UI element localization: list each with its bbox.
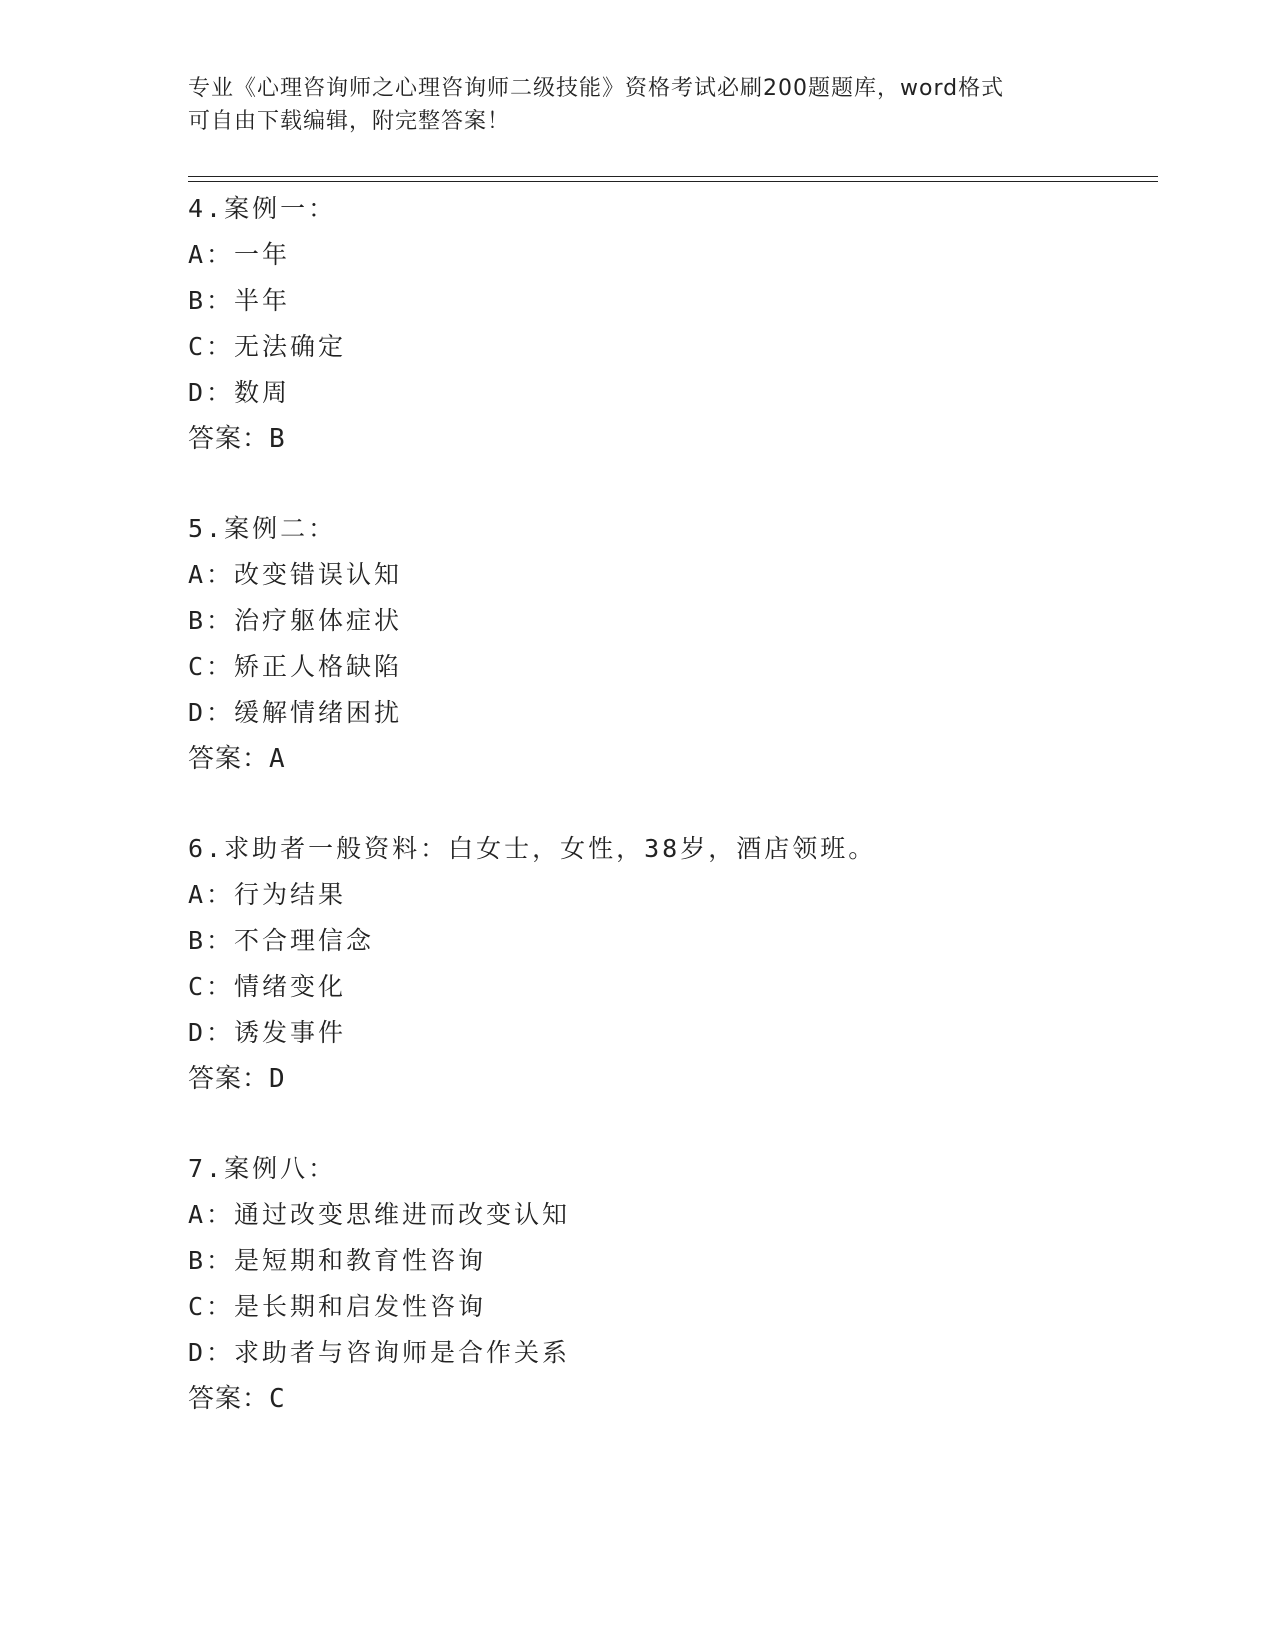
header-title-line-2: 可自由下载编辑，附完整答案！ [188,109,511,134]
header-divider-top [188,176,1158,177]
question-list [188,186,1148,1422]
question-5 [188,506,1148,782]
document-header [188,72,1068,138]
answer-label: 答案： [188,744,270,774]
option-b: B：不合理信念 [188,926,375,955]
option-a: A：一年 [188,240,291,269]
question-spacer [188,462,1148,506]
question-spacer [188,782,1148,826]
question-stem: 4.案例一： [188,194,337,223]
answer-label: 答案： [188,1384,270,1414]
question-6 [188,826,1148,1102]
question-stem: 7.案例八： [188,1154,337,1183]
option-b: B：治疗躯体症状 [188,606,403,635]
option-c: C：矫正人格缺陷 [188,652,403,681]
answer-value: D [269,1064,286,1094]
answer-line [188,416,1148,462]
option-d: D：数周 [188,378,291,407]
question-spacer [188,1102,1148,1146]
answer-line [188,736,1148,782]
option-a: A：行为结果 [188,880,347,909]
option-d: D：缓解情绪困扰 [188,698,403,727]
answer-value: B [269,424,286,454]
question-7 [188,1146,1148,1422]
option-b: B：半年 [188,286,291,315]
answer-line [188,1376,1148,1422]
option-c: C：是长期和启发性咨询 [188,1292,487,1321]
option-c: C：无法确定 [188,332,347,361]
option-d: D：求助者与咨询师是合作关系 [188,1338,571,1367]
answer-value: C [269,1384,286,1414]
header-title-line-1: 专业《心理咨询师之心理咨询师二级技能》资格考试必刷200题题库，word格式 [188,76,1005,101]
question-stem: 6.求助者一般资料：白女士，女性，38岁，酒店领班。 [188,834,877,863]
question-4 [188,186,1148,462]
option-d: D：诱发事件 [188,1018,347,1047]
option-c: C：情绪变化 [188,972,347,1001]
answer-line [188,1056,1148,1102]
option-a: A：改变错误认知 [188,560,403,589]
answer-value: A [269,744,286,774]
question-stem: 5.案例二： [188,514,337,543]
header-divider-bottom [188,181,1158,182]
option-a: A：通过改变思维进而改变认知 [188,1200,571,1229]
answer-label: 答案： [188,424,270,454]
option-b: B：是短期和教育性咨询 [188,1246,487,1275]
answer-label: 答案： [188,1064,270,1094]
